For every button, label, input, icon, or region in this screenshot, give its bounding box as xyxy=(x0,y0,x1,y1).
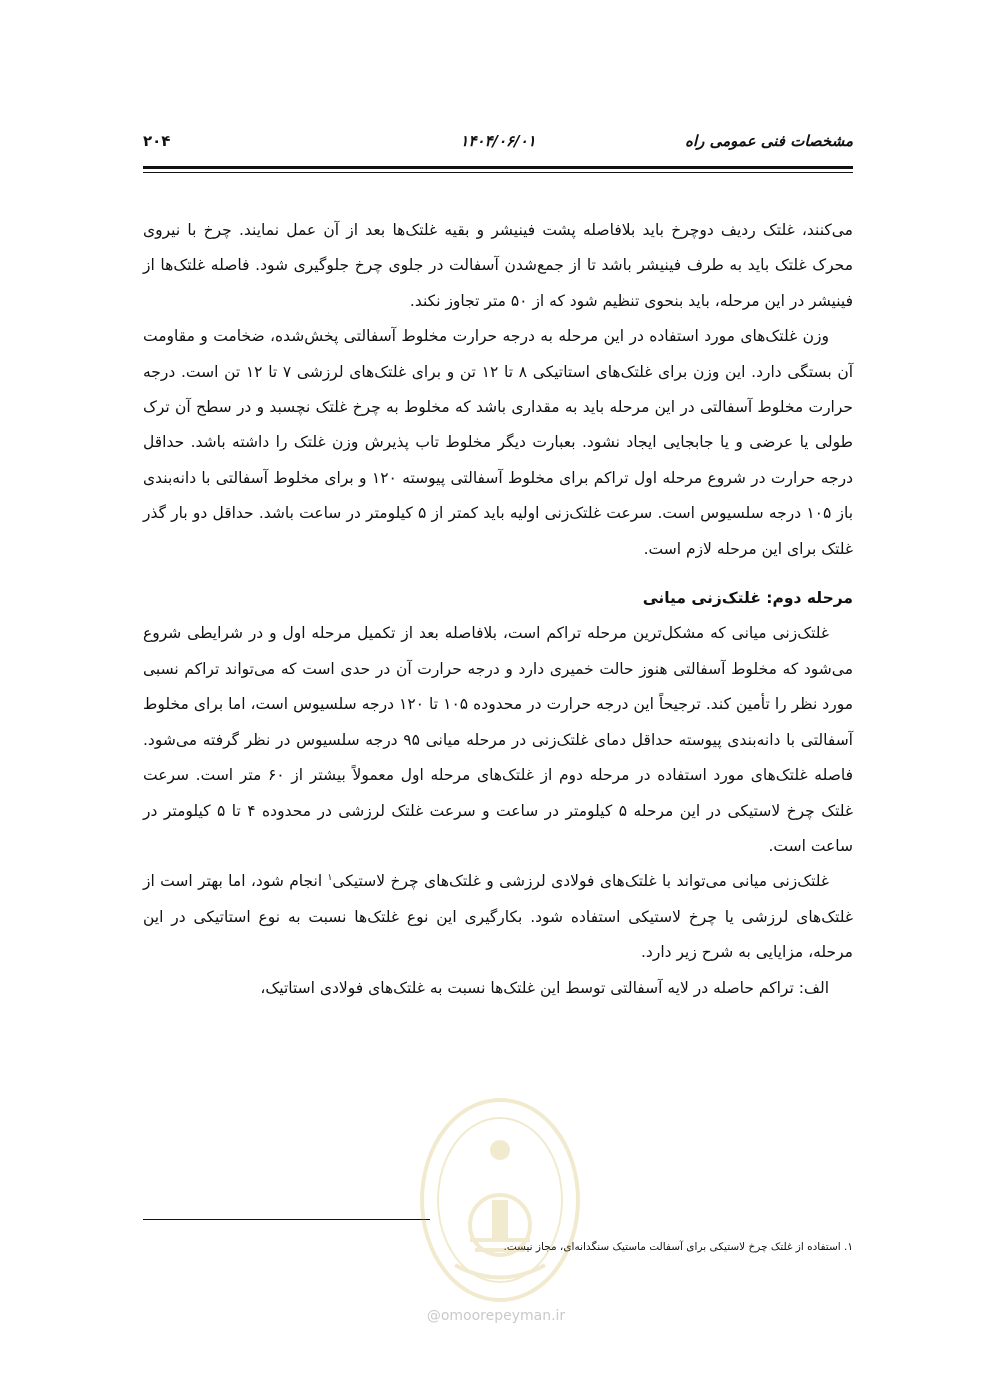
footnote-ref: ۱ xyxy=(327,873,333,884)
watermark-seal-icon xyxy=(415,1090,585,1310)
footnote: ۱. استفاده از غلتک چرخ لاستیکی برای آسفالت ماستیک سنگدانه‌ای، مجاز نیست. xyxy=(503,1241,853,1253)
running-title: مشخصات فنی عمومی راه xyxy=(685,132,853,150)
paragraph-4-start: غلتک‌زنی میانی می‌تواند با غلتک‌های فولادی لرزشی و غلتک‌های چرخ لاستیکی xyxy=(332,872,829,891)
paragraph-4-end: انجام شود، اما بهتر است از غلتک‌های لرزشی یا چرخ لاستیکی استفاده شود. بکارگیری این نوع غلتک‌ها نسبت به نوع استاتیکی در این مرحله، مزایایی به شرح زیر دارد. xyxy=(143,872,853,962)
body-text xyxy=(143,213,853,1006)
section-heading: مرحله دوم: غلتک‌زنی میانی xyxy=(642,589,853,608)
paragraph-3: غلتک‌زنی میانی که مشکل‌ترین مرحله تراکم است، بلافاصله بعد از تکمیل مرحله اول و در شرایطی شروع می‌شود که مخلوط آسفالتی هنوز حالت خمیری دارد و درجه حرارت آن در حدی است که می‌تواند تراکم نسبی مورد نظر را تأمین کند. ترجیحاً این درجه حرارت در محدوده ۱۰۵ تا ۱۲۰ درجه سلسیوس است، اما برای مخلوط آسفالتی با دانه‌بندی پیوسته حداقل دمای غلتک‌زنی در مرحله میانی ۹۵ درجه سلسیوس در نظر گرفته می‌شود. فاصله غلتک‌های مورد استفاده در مرحله دوم از غلتک‌های مرحله اول معمولاً بیشتر از ۶۰ متر است. سرعت غلتک چرخ لاستیکی در این مرحله ۵ کیلومتر در ساعت و سرعت غلتک لرزشی در محدوده ۴ تا ۵ کیلومتر در ساعت است. xyxy=(143,624,854,855)
page-header xyxy=(143,132,853,162)
header-rule-thin xyxy=(143,172,853,173)
watermark-url: @omoorepeyman.ir xyxy=(426,1308,566,1324)
header-date: ۱۴۰۴/۰۶/۰۱ xyxy=(460,132,536,150)
paragraph-1: می‌کنند، غلتک ردیف دوچرخ باید بلافاصله پشت فینیشر و بقیه غلتک‌ها بعد از آن عمل نمایند. چرخ با نیروی محرک غلتک باید به طرف فینیشر باشد تا از جمع‌شدن آسفالت در جلوی چرخ جلوگیری شود. فاصله غلتک‌ها از فینیشر در این مرحله، باید بنحوی تنظیم شود که از ۵۰ متر تجاوز نکند. xyxy=(143,221,853,310)
paragraph-4 xyxy=(143,864,853,970)
paragraph-2: وزن غلتک‌های مورد استفاده در این مرحله به درجه حرارت مخلوط آسفالتی پخش‌شده، ضخامت و مقاومت آن بستگی دارد. این وزن برای غلتک‌های استاتیکی ۸ تا ۱۲ تن و برای غلتک‌های لرزشی ۷ تا ۱۲ تن است. درجه حرارت مخلوط آسفالتی در این مرحله باید به مقداری باشد که مخلوط به چرخ غلتک نچسبد و در سطح آن ترک طولی یا عرضی و یا جابجایی ایجاد نشود. بعبارت دیگر مخلوط تاب پذیرش وزن غلتک را داشته باشد. حداقل درجه حرارت در شروع مرحله اول تراکم برای مخلوط آسفالتی پیوسته ۱۲۰ و برای مخلوط آسفالتی با دانه‌بندی باز ۱۰۵ درجه سلسیوس است. سرعت غلتک‌زنی اولیه باید کمتر از ۵ کیلومتر در ساعت باشد. حداقل دو بار گذر غلتک برای این مرحله لازم است. xyxy=(143,327,854,558)
paragraph-5: الف: تراکم حاصله در لایه آسفالتی توسط این غلتک‌ها نسبت به غلتک‌های فولادی استاتیک، xyxy=(260,978,829,997)
header-rule-thick xyxy=(143,166,853,169)
footnote-rule xyxy=(143,1219,430,1220)
page-number: ۲۰۴ xyxy=(143,132,171,150)
